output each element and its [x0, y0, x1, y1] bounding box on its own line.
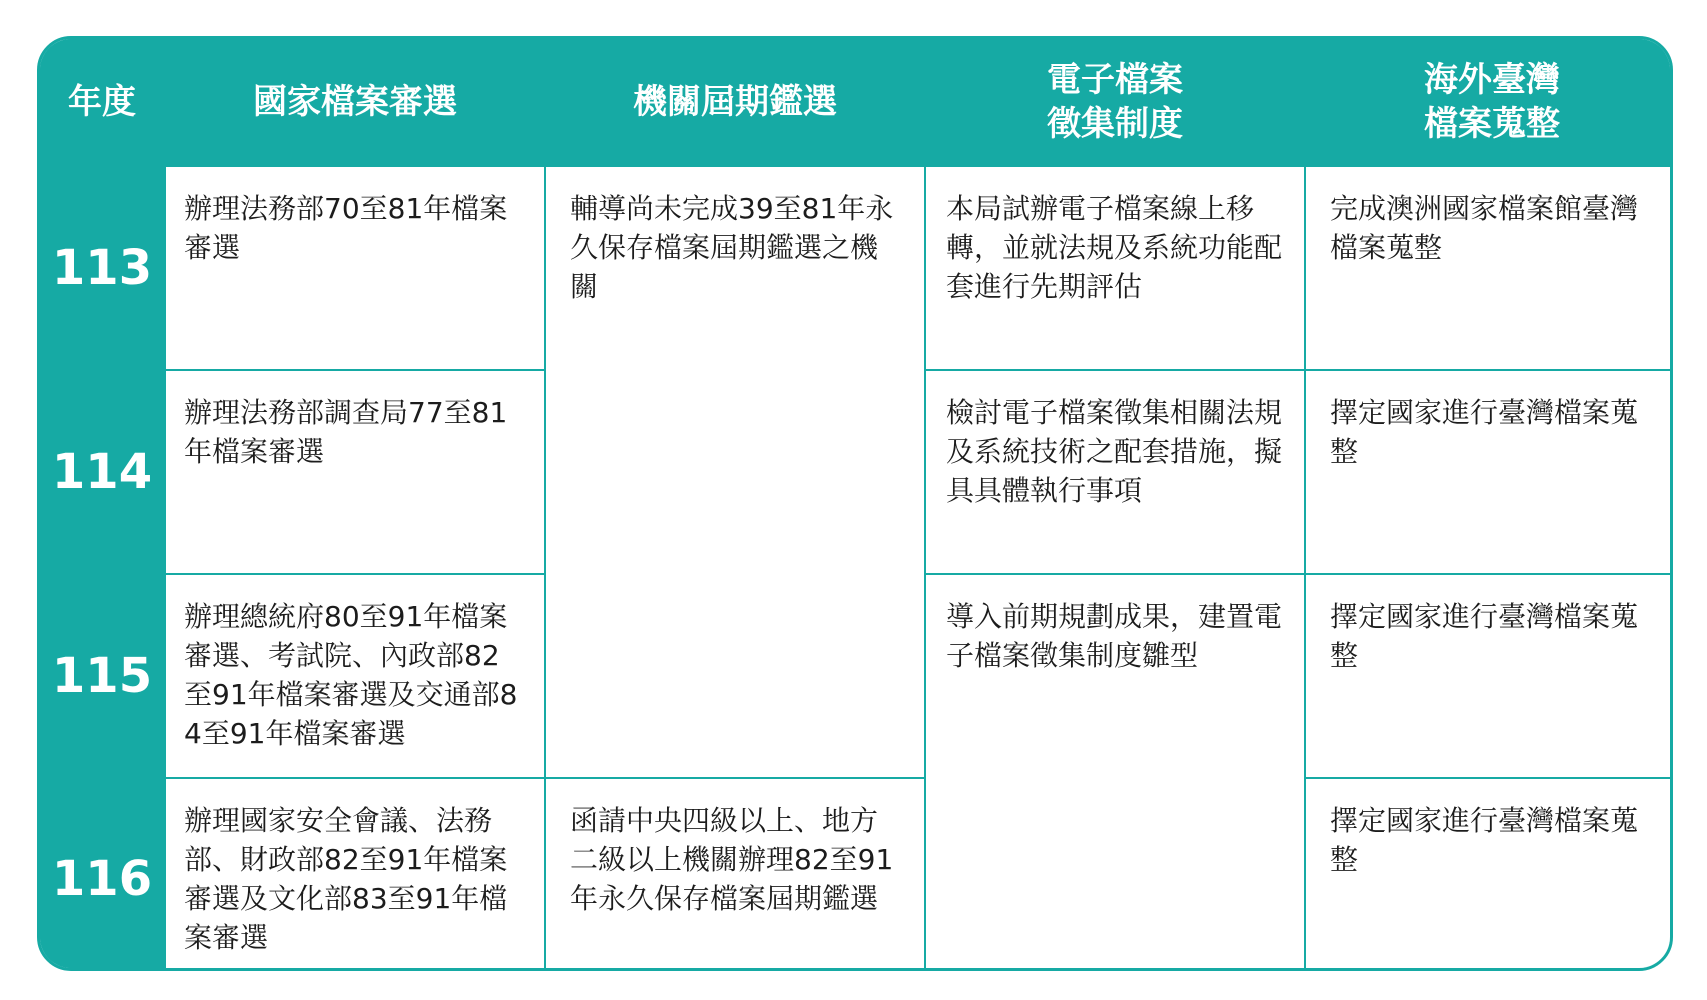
national-cell-115: 辦理總統府80至91年檔案審選、考試院、內政部82至91年檔案審選及交通部84至91年檔案審選 — [166, 575, 544, 777]
year-114: 114 — [40, 371, 164, 573]
national-cell-113: 辦理法務部70至81年檔案審選 — [166, 167, 544, 369]
electronic-cell-113: 本局試辦電子檔案線上移轉，並就法規及系統功能配套進行先期評估 — [926, 167, 1304, 369]
agency-cell-116: 函請中央四級以上、地方二級以上機關辦理82至91年永久保存檔案屆期鑑選 — [546, 779, 924, 971]
electronic-cell-115-116: 導入前期規劃成果，建置電子檔案徵集制度雛型 — [926, 575, 1304, 971]
archive-plan-table — [37, 36, 1673, 971]
table-grid — [40, 39, 1670, 968]
header-agency-expiry-appraisal: 機關屆期鑑選 — [546, 39, 924, 165]
header-national-archives-selection: 國家檔案審選 — [166, 39, 544, 165]
overseas-cell-113: 完成澳洲國家檔案館臺灣檔案蒐整 — [1306, 167, 1673, 369]
overseas-cell-114: 擇定國家進行臺灣檔案蒐整 — [1306, 371, 1673, 573]
year-116: 116 — [40, 779, 164, 971]
national-cell-116: 辦理國家安全會議、法務部、財政部82至91年檔案審選及文化部83至91年檔案審選 — [166, 779, 544, 971]
header-year: 年度 — [40, 39, 164, 165]
year-113: 113 — [40, 167, 164, 369]
header-overseas-taiwan-records: 海外臺灣 檔案蒐整 — [1306, 39, 1673, 165]
overseas-cell-115: 擇定國家進行臺灣檔案蒐整 — [1306, 575, 1673, 777]
agency-cell-113-115: 輔導尚未完成39至81年永久保存檔案屆期鑑選之機關 — [546, 167, 924, 777]
year-115: 115 — [40, 575, 164, 777]
national-cell-114: 辦理法務部調查局77至81年檔案審選 — [166, 371, 544, 573]
header-electronic-records: 電子檔案 徵集制度 — [926, 39, 1304, 165]
overseas-cell-116: 擇定國家進行臺灣檔案蒐整 — [1306, 779, 1673, 971]
electronic-cell-114: 檢討電子檔案徵集相關法規及系統技術之配套措施，擬具具體執行事項 — [926, 371, 1304, 573]
